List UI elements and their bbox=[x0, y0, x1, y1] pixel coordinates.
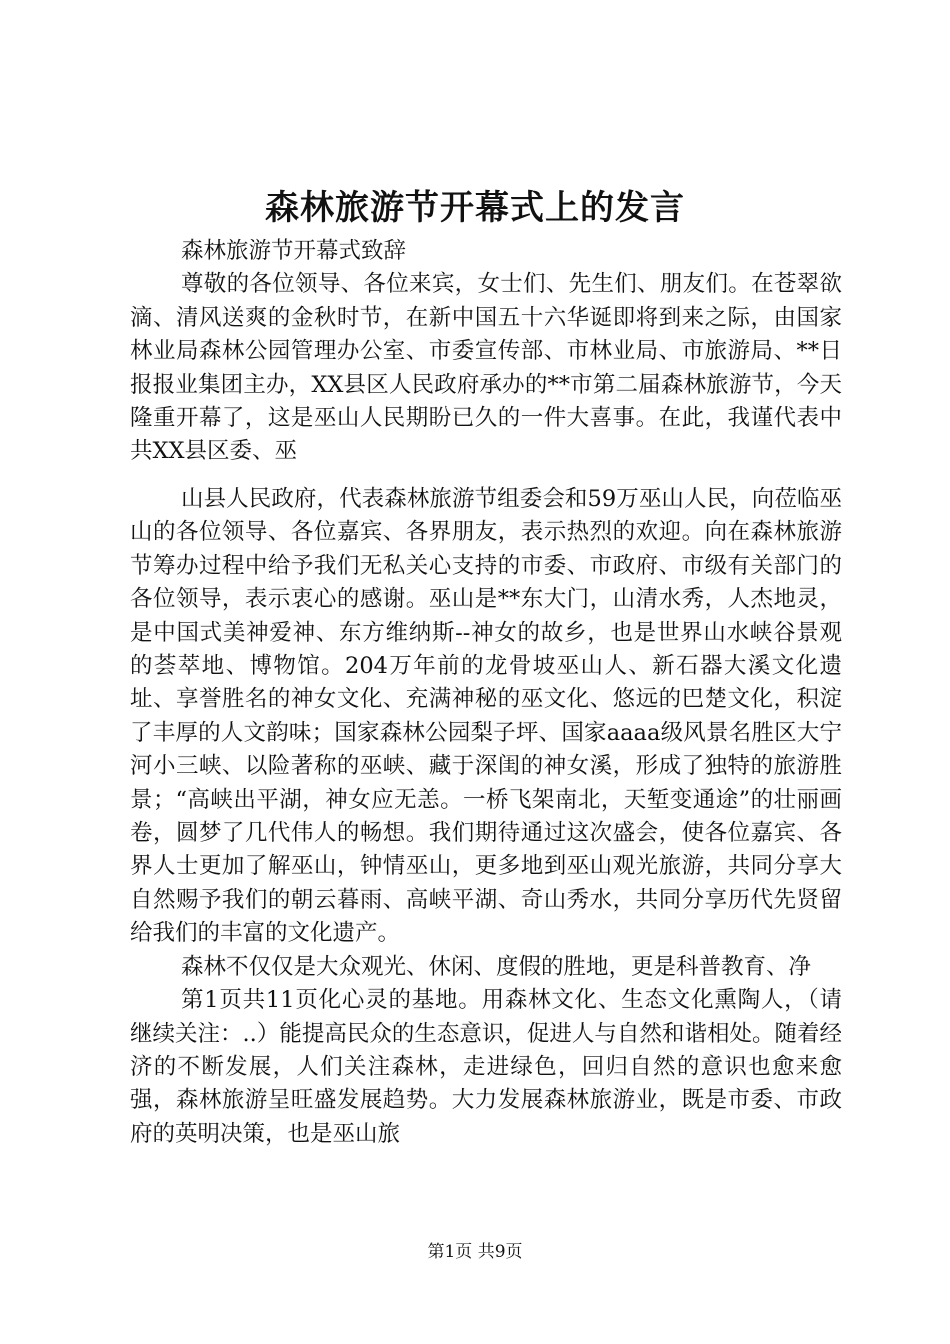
body-section-2 bbox=[130, 483, 842, 1151]
document-subtitle: 森林旅游节开幕式致辞 bbox=[181, 238, 407, 264]
document-title: 森林旅游节开幕式上的发言 bbox=[265, 188, 685, 228]
page-footer: 第1页 共9页 bbox=[427, 1242, 523, 1262]
paragraph-4: 第1页共11页化心灵的基地。用森林文化、生态文化熏陶人，（请继续关注：..）能提高民众的生态意识，促进人与自然和谐相处。随着经济的不断发展，人们关注森林，走进绿色，回归自然的意识也愈来愈强，森林旅游呈旺盛发展趋势。大力发展森林旅游业，既是市委、市政府的英明决策，也是巫山旅 bbox=[130, 987, 842, 1147]
paragraph-3: 森林不仅仅是大众观光、休闲、度假的胜地，更是科普教育、净 bbox=[181, 953, 812, 980]
body-section-1 bbox=[130, 235, 842, 469]
paragraph-1: 尊敬的各位领导、各位来宾，女士们、先生们、朋友们。在苍翠欲滴、清风送爽的金秋时节，在新中国五十六华诞即将到来之际，由国家林业局森林公园管理办公室、市委宣传部、市林业局、市旅游局、**日报报业集团主办，XX县区人民政府承办的**市第二届森林旅游节，今天隆重开幕了，这是巫山人民期盼已久的一件大喜事。在此，我谨代表中共XX县区委、巫 bbox=[130, 271, 842, 465]
paragraph-2: 山县人民政府，代表森林旅游节组委会和59万巫山人民，向莅临巫山的各位领导、各位嘉宾、各界朋友，表示热烈的欢迎。向在森林旅游节筹办过程中给予我们无私关心支持的市委、市政府、市级有关部门的各位领导，表示衷心的感谢。巫山是**东大门，山清水秀，人杰地灵，是中国式美神爱神、东方维纳斯--神女的故乡，也是世界山水峡谷景观的荟萃地、博物馆。204万年前的龙骨坡巫山人、新石器大溪文化遗址、享誉胜名的神女文化、充满神秘的巫文化、悠远的巴楚文化，积淀了丰厚的人文韵味；国家森林公园梨子坪、国家aaaa级风景名胜区大宁河小三峡、以险著称的巫峡、藏于深闺的神女溪，形成了独特的旅游胜景；“高峡出平湖，神女应无恙。一桥飞架南北，天堑变通途”的壮丽画卷，圆梦了几代伟人的畅想。我们期待通过这次盛会，使各位嘉宾、各界人士更加了解巫山，钟情巫山，更多地到巫山观光旅游，共同分享大自然赐予我们的朝云暮雨、高峡平湖、奇山秀水，共同分享历代先贤留给我们的丰富的文化遗产。 bbox=[130, 486, 842, 947]
